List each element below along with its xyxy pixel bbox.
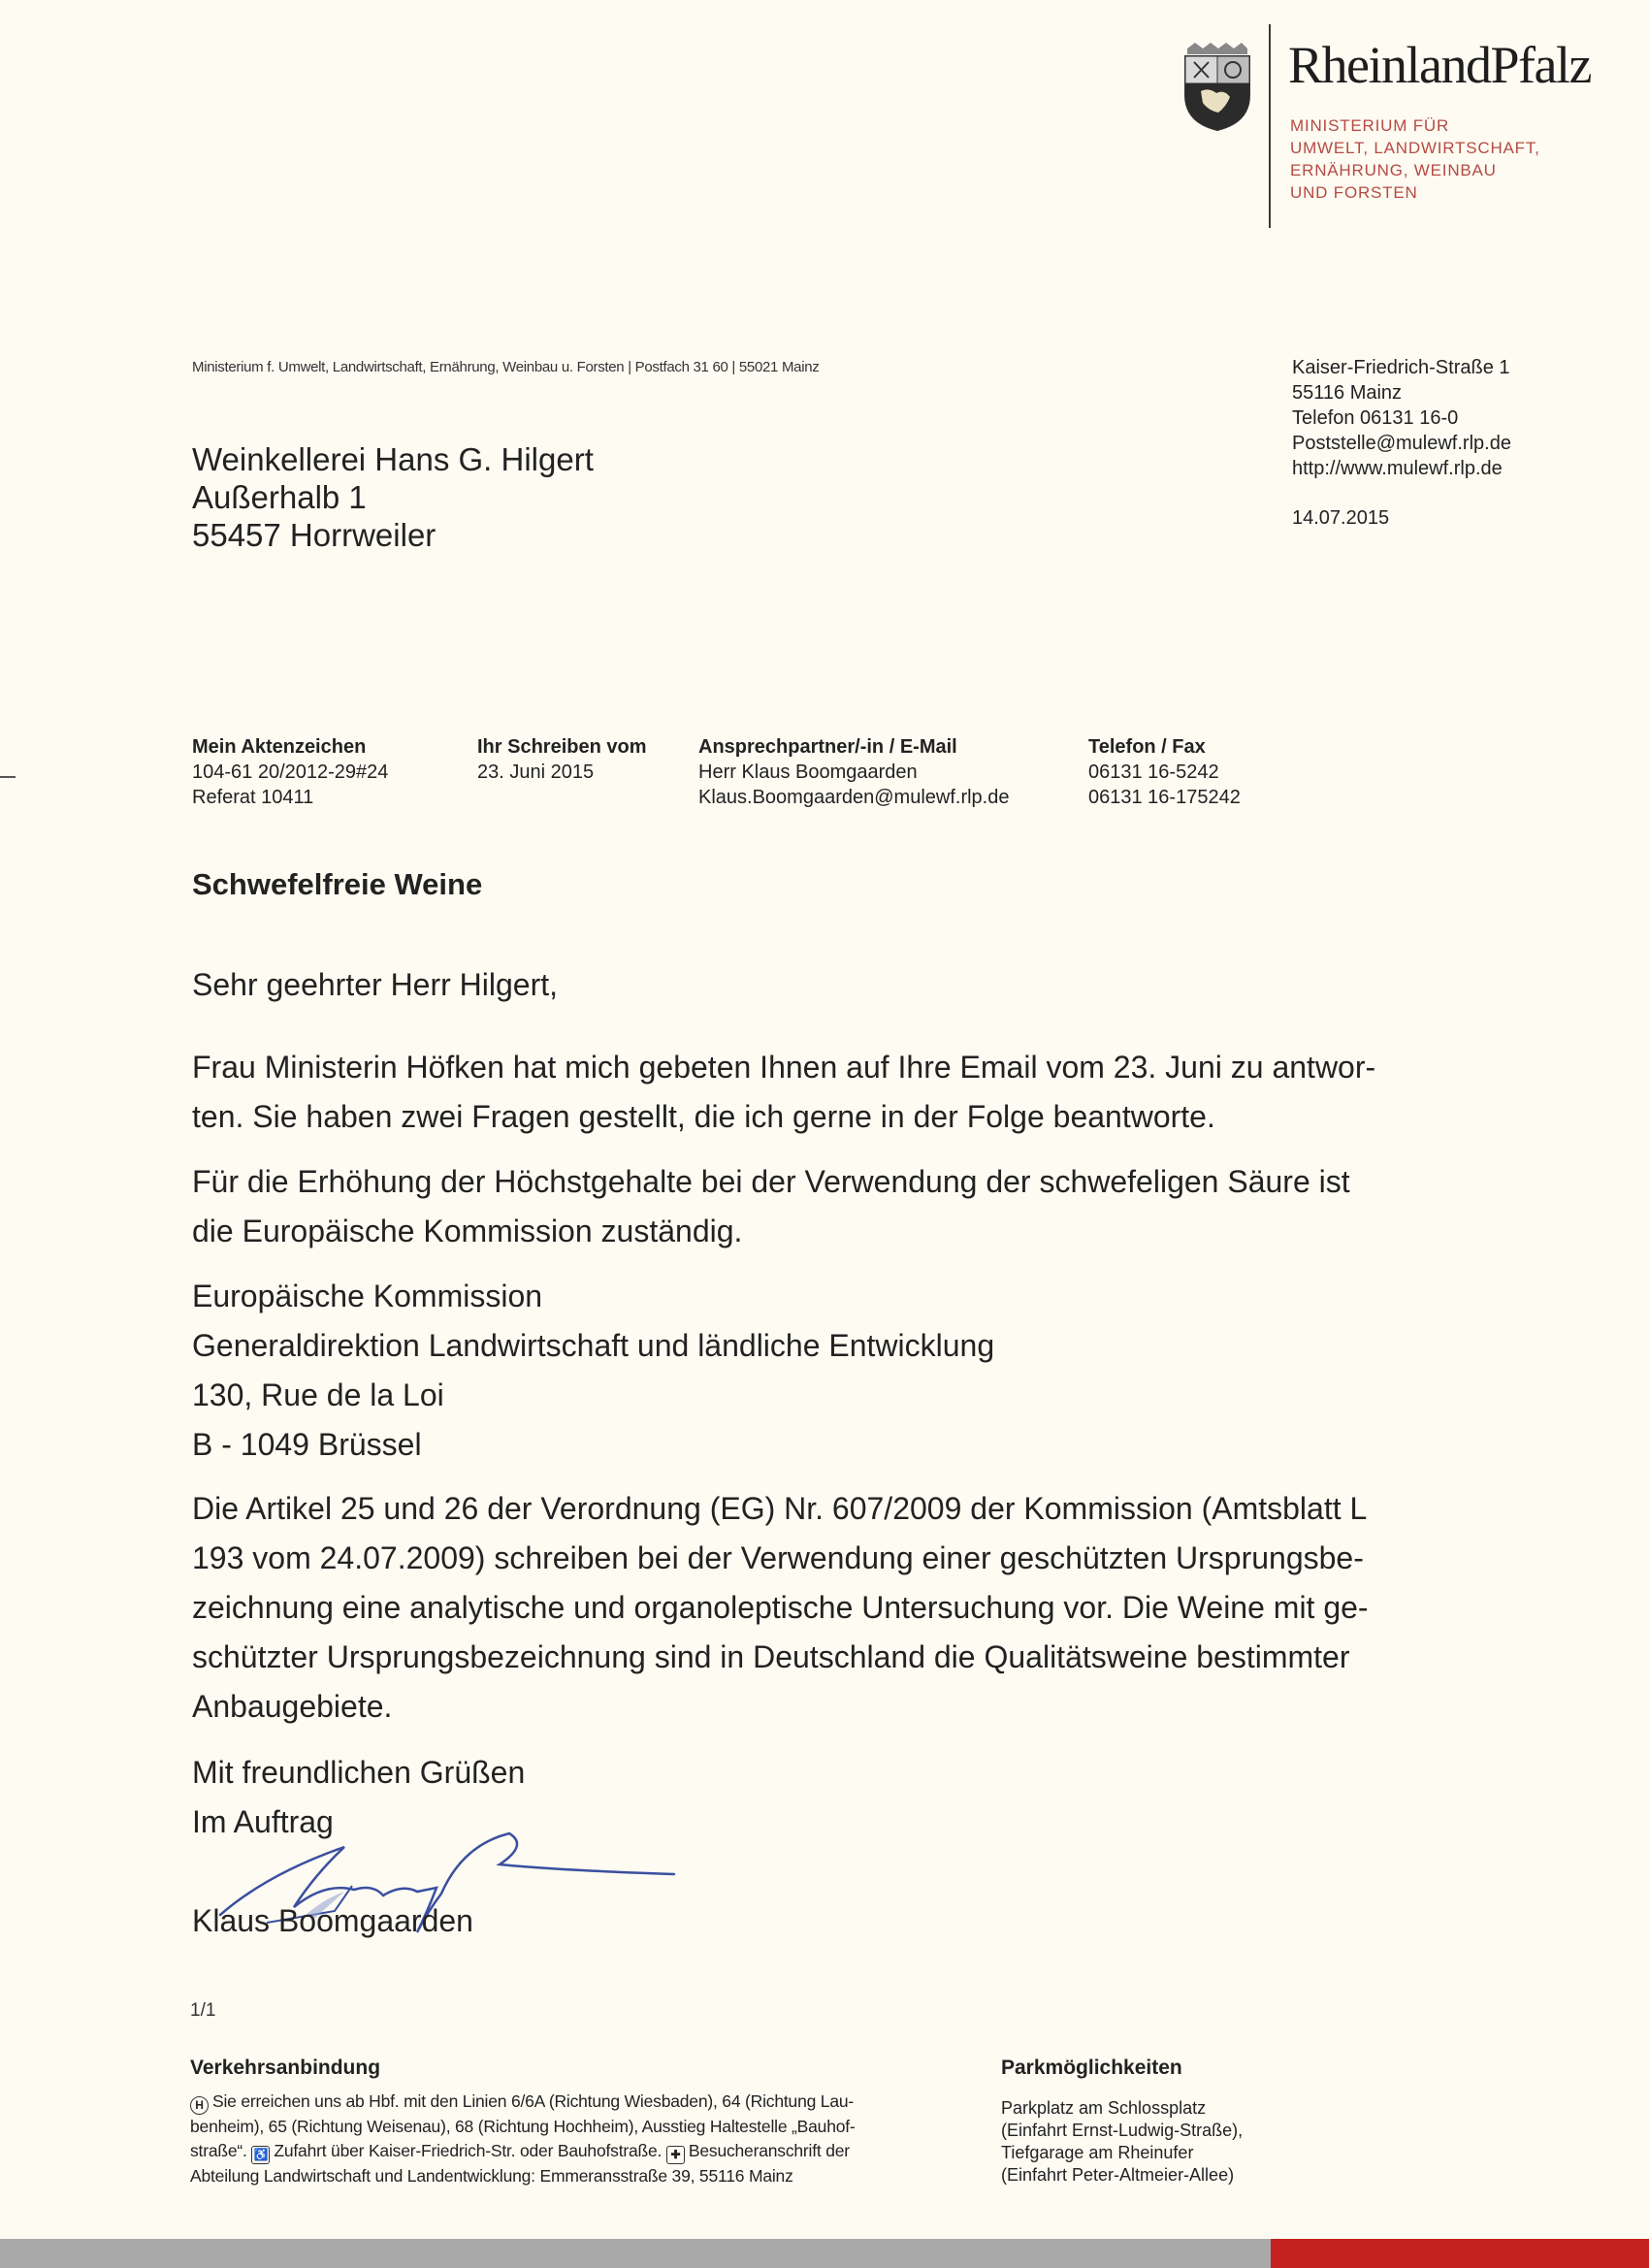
- reference-head: Ihr Schreiben vom: [477, 736, 647, 758]
- text-line: Tiefgarage am Rheinufer: [1001, 2143, 1194, 2162]
- contact-email-link[interactable]: Poststelle@mulewf.rlp.de: [1292, 433, 1511, 454]
- text-line: Frau Ministerin Höfken hat mich gebeten Ihnen auf Ihre Email vom 23. Juni zu antwor-: [192, 1050, 1376, 1085]
- text-line: Die Artikel 25 und 26 der Verordnung (EG) Nr. 607/2009 der Kommission (Amtsblatt L: [192, 1491, 1368, 1526]
- bus-stop-icon: H: [190, 2096, 209, 2115]
- text-line: zeichnung eine analytische und organoleptische Untersuchung vor. Die Weine mit ge-: [192, 1590, 1369, 1625]
- paragraph-3: [192, 1484, 1369, 1732]
- fold-mark: [0, 776, 16, 778]
- text-line: Anbaugebiete.: [192, 1689, 393, 1724]
- parking-info: [1001, 2097, 1243, 2187]
- text-line: schützter Ursprungsbezeichnung sind in Deutschland die Qualitätsweine bestimmter: [192, 1639, 1350, 1674]
- text-line: (Einfahrt Peter-Altmeier-Allee): [1001, 2165, 1235, 2185]
- signer-line: Klaus Boomgaarden: [192, 1903, 473, 1938]
- return-address: Ministerium f. Umwelt, Landwirtschaft, Ernährung, Weinbau u. Forsten | Postfach 31 60 | 55021 Mainz: [192, 359, 820, 375]
- ministry-name: [1290, 114, 1639, 204]
- recipient-address: [192, 440, 594, 554]
- text-line: ten. Sie haben zwei Fragen gestellt, die ich gerne in der Folge beantworte.: [192, 1099, 1215, 1134]
- reference-value: 104-61 20/2012-29#24: [192, 761, 389, 783]
- ministry-line: UND FORSTEN: [1290, 183, 1418, 202]
- visitor-icon: ✚: [666, 2146, 685, 2164]
- footer-bar-grey: [0, 2239, 1271, 2268]
- salutation-line: Sehr geehrter Herr Hilgert,: [192, 967, 559, 1002]
- recipient-line: Weinkellerei Hans G. Hilgert: [192, 441, 594, 477]
- parking-heading: Parkmöglichkeiten: [1001, 2057, 1182, 2079]
- commission-address: [192, 1272, 994, 1470]
- transport-info: [190, 2090, 856, 2188]
- text-line: Parkplatz am Schlossplatz: [1001, 2098, 1207, 2118]
- reference-phone-fax: [1088, 734, 1241, 810]
- paragraph-1: [192, 1043, 1375, 1142]
- reference-your-letter: [477, 734, 647, 785]
- closing-line: Im Auftrag: [192, 1804, 334, 1839]
- ministry-line: UMWELT, LANDWIRTSCHAFT,: [1290, 139, 1540, 157]
- accessibility-icon: ♿: [251, 2146, 270, 2164]
- contact-website-link[interactable]: http://www.mulewf.rlp.de: [1292, 458, 1503, 479]
- text-line: straße“. ♿ Zufahrt über Kaiser-Friedrich-Str. oder Bauhofstraße. ✚ Besucheranschrift der: [190, 2139, 856, 2164]
- text-line: 130, Rue de la Loi: [192, 1377, 444, 1412]
- recipient-line: Außerhalb 1: [192, 479, 367, 515]
- reference-head: Telefon / Fax: [1088, 736, 1206, 758]
- text-line: Für die Erhöhung der Höchstgehalte bei der Verwendung der schwefeligen Säure ist: [192, 1164, 1350, 1199]
- text-line: B - 1049 Brüssel: [192, 1427, 422, 1462]
- ministry-line: MINISTERIUM FÜR: [1290, 116, 1450, 135]
- reference-head: Ansprechpartner/-in / E-Mail: [698, 736, 957, 758]
- transport-heading: Verkehrsanbindung: [190, 2057, 381, 2079]
- reference-value: 23. Juni 2015: [477, 761, 595, 783]
- reference-contact-person: [698, 734, 1009, 810]
- text-line: die Europäische Kommission zuständig.: [192, 1214, 743, 1248]
- coat-of-arms-icon: [1180, 39, 1255, 132]
- paragraph-2: [192, 1157, 1350, 1256]
- reference-value: 06131 16-175242: [1088, 787, 1241, 808]
- letter-date: 14.07.2015: [1292, 507, 1390, 529]
- text-line: 193 vom 24.07.2009) schreiben bei der Verwendung einer geschützten Ursprungsbe-: [192, 1540, 1364, 1575]
- text-line: Abteilung Landwirtschaft und Landentwicklung: Emmeransstraße 39, 55116 Mainz: [190, 2166, 793, 2186]
- contact-line: Kaiser-Friedrich-Straße 1: [1292, 357, 1510, 378]
- letterhead-divider: [1269, 24, 1271, 228]
- brand-logo-text: RheinlandPfalz: [1288, 36, 1591, 94]
- text-line: H Sie erreichen uns ab Hbf. mit den Linien 6/6A (Richtung Wiesbaden), 64 (Richtung Lau-: [190, 2090, 856, 2115]
- recipient-line: 55457 Horrweiler: [192, 517, 436, 553]
- ministry-line: ERNÄHRUNG, WEINBAU: [1290, 161, 1497, 179]
- salutation: [192, 960, 558, 1010]
- reference-value: Herr Klaus Boomgaarden: [698, 761, 918, 783]
- text-line: benheim), 65 (Richtung Weisenau), 68 (Richtung Hochheim), Ausstieg Haltestelle „Bauhof-: [190, 2117, 856, 2136]
- reference-head: Mein Aktenzeichen: [192, 736, 367, 758]
- closing-line: Mit freundlichen Grüßen: [192, 1755, 526, 1790]
- sender-contact: [1292, 355, 1511, 481]
- footer-bar-red: [1271, 2239, 1649, 2268]
- text-line: (Einfahrt Ernst-Ludwig-Straße),: [1001, 2121, 1244, 2140]
- contact-line: Telefon 06131 16-0: [1292, 407, 1459, 429]
- signer-name: [192, 1896, 473, 1946]
- page-number: 1/1: [190, 2000, 216, 2021]
- text-line: Generaldirektion Landwirtschaft und ländliche Entwicklung: [192, 1328, 995, 1363]
- letter-subject: Schwefelfreie Weine: [192, 867, 483, 901]
- contact-line: 55116 Mainz: [1292, 382, 1403, 404]
- reference-file-number: [192, 734, 388, 810]
- reference-email-link[interactable]: Klaus.Boomgaarden@mulewf.rlp.de: [698, 787, 1010, 808]
- text-line: Europäische Kommission: [192, 1279, 543, 1313]
- reference-value: Referat 10411: [192, 787, 314, 808]
- reference-value: 06131 16-5242: [1088, 761, 1219, 783]
